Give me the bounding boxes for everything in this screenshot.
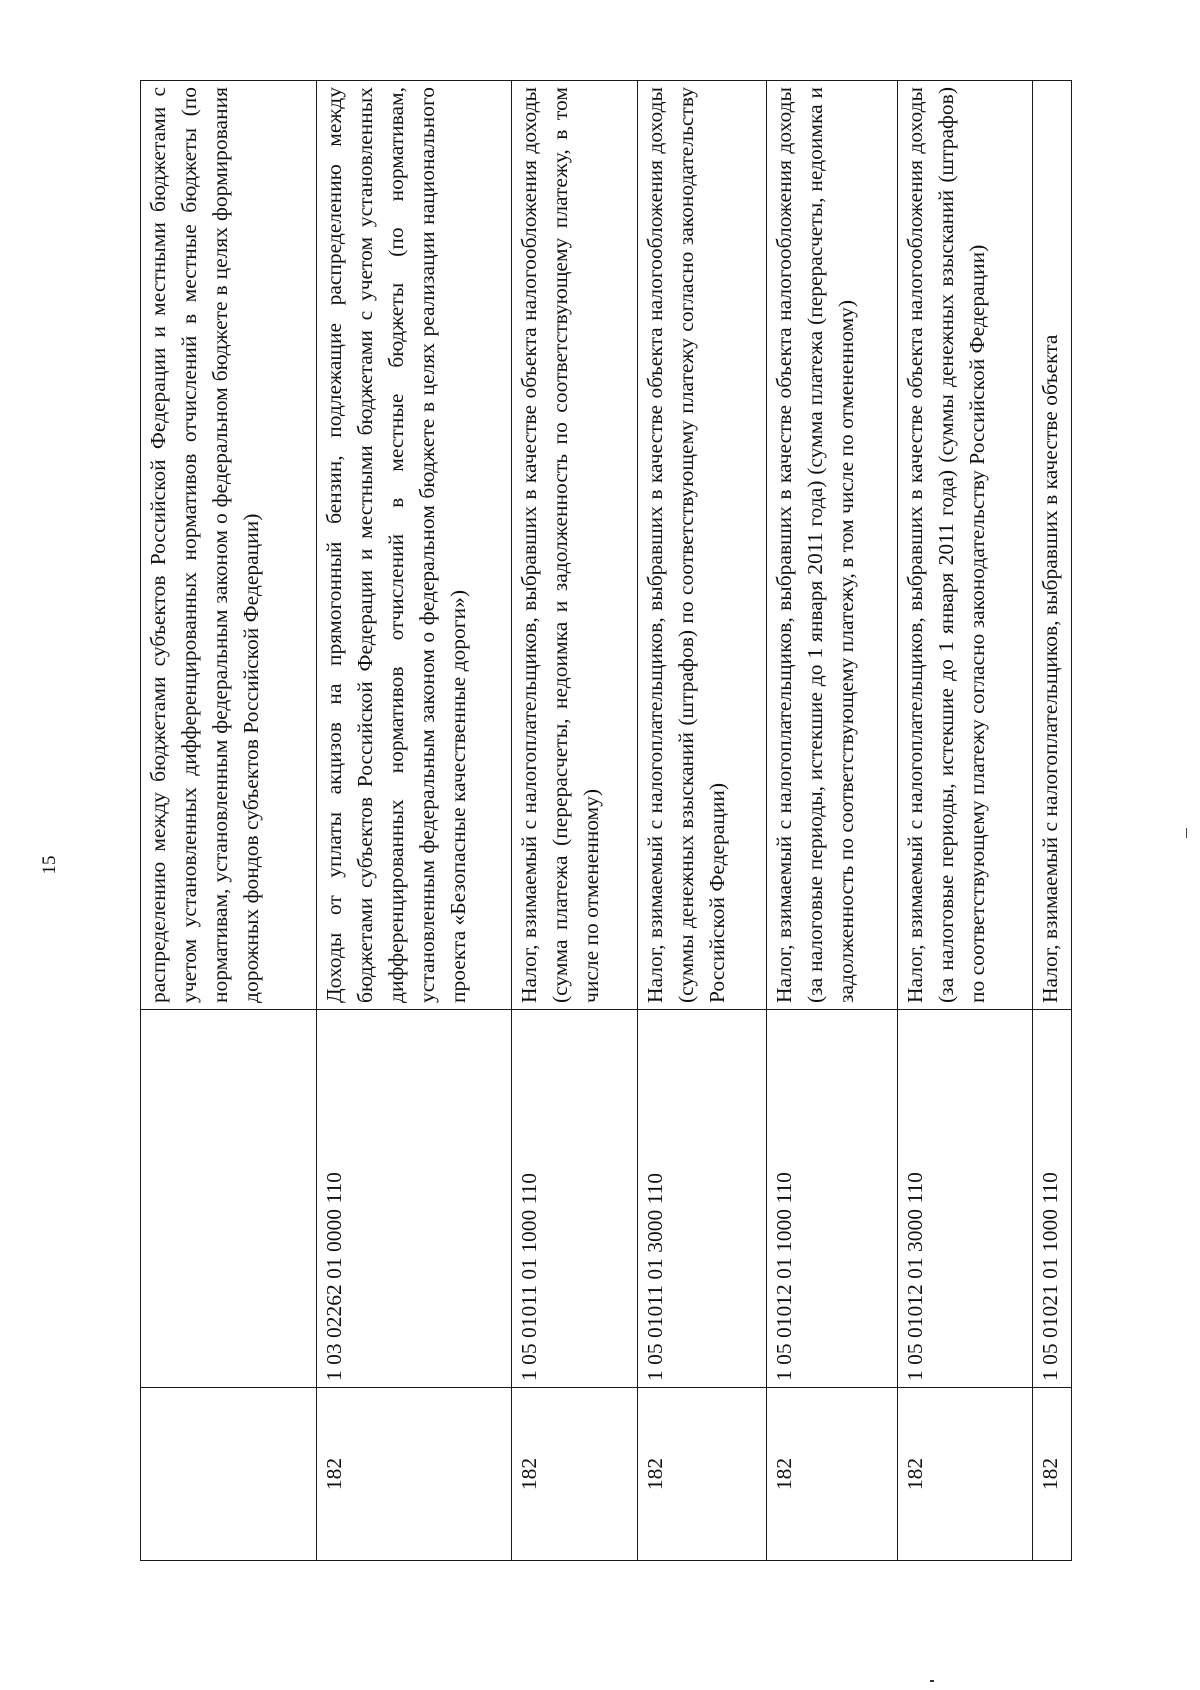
- table-row: [1032, 81, 1072, 1561]
- revenue-name-cell: Налог, взимаемый с налогоплательщиков, выбравших в качестве объекта: [1032, 81, 1072, 1010]
- scan-artifact-mark: [930, 1680, 934, 1682]
- page-number: 15: [39, 855, 60, 875]
- admin-code-cell: [141, 1388, 317, 1561]
- admin-code-cell: 182: [638, 1388, 767, 1561]
- admin-code-cell: 182: [766, 1388, 897, 1561]
- budget-code-cell: 1 03 02262 01 0000 110: [317, 1010, 511, 1388]
- scan-edge-mark: [1186, 828, 1193, 838]
- budget-classification-table: [140, 80, 1072, 1561]
- revenue-name-cell: Налог, взимаемый с налогоплательщиков, выбравших в качестве объекта налогообложения доходы (суммы денежных взысканий (штрафов) по соответствующему платежу согласно законодательству Российской Федерации): [638, 81, 767, 1010]
- table-row: [141, 81, 317, 1561]
- revenue-name-cell: Доходы от уплаты акцизов на прямогонный бензин, подлежащие распределению между бюджетами субъектов Российской Федерации и местными бюджетами с учетом установленных дифференцированных нормативов отчислений в местные бюджеты (по нормативам, установленным федеральным законом о федеральном бюджете в целях реализации национального проекта «Безопасные качественные дороги»): [317, 81, 511, 1010]
- admin-code-cell: 182: [511, 1388, 638, 1561]
- admin-code-cell: 182: [897, 1388, 1032, 1561]
- table-row: [638, 81, 767, 1561]
- revenue-name-cell: Налог, взимаемый с налогоплательщиков, выбравших в качестве объекта налогообложения доходы (за налоговые периоды, истекшие до 1 января 2011 года) (суммы денежных взысканий (штрафов) по соответствующему платежу согласно законодательству Российской Федерации): [897, 81, 1032, 1010]
- revenue-name-cell: распределению между бюджетами субъектов Российской Федерации и местными бюджетами с учетом установленных дифференцированных нормативов отчислений в местные бюджеты (по нормативам, установленным федеральным законом о федеральном бюджете в целях формирования дорожных фондов субъектов Российской Федерации): [141, 81, 317, 1010]
- budget-code-cell: 1 05 01012 01 3000 110: [897, 1010, 1032, 1388]
- admin-code-cell: 182: [317, 1388, 511, 1561]
- revenue-name-cell: Налог, взимаемый с налогоплательщиков, выбравших в качестве объекта налогообложения доходы (сумма платежа (перерасчеты, недоимка и задолженность по соответствующему платежу, в том числе по отмененному): [511, 81, 638, 1010]
- budget-code-cell: [141, 1010, 317, 1388]
- revenue-name-cell: Налог, взимаемый с налогоплательщиков, выбравших в качестве объекта налогообложения доходы (за налоговые периоды, истекшие до 1 января 2011 года) (сумма платежа (перерасчеты, недоимка и задолженность по соответствующему платежу, в том числе по отмененному): [766, 81, 897, 1010]
- table-row: [766, 81, 897, 1561]
- table-row: [511, 81, 638, 1561]
- budget-code-cell: 1 05 01012 01 1000 110: [766, 1010, 897, 1388]
- budget-classification-table-frame: [140, 81, 1072, 1561]
- table-row: [897, 81, 1032, 1561]
- admin-code-cell: 182: [1032, 1388, 1072, 1561]
- budget-code-cell: 1 05 01011 01 1000 110: [511, 1010, 638, 1388]
- table-row: [317, 81, 511, 1561]
- budget-code-cell: 1 05 01011 01 3000 110: [638, 1010, 767, 1388]
- budget-code-cell: 1 05 01021 01 1000 110: [1032, 1010, 1072, 1388]
